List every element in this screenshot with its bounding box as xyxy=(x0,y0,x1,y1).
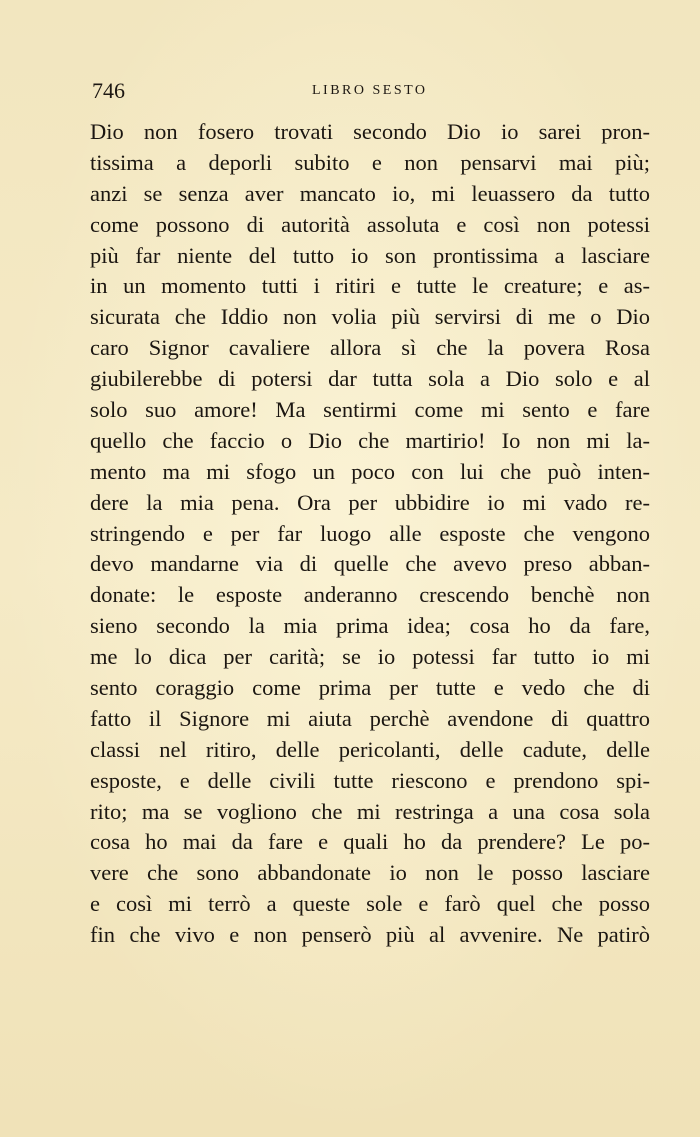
text-line: più far niente del tutto io son prontissima a lasciare xyxy=(90,242,650,268)
text-line: fatto il Signore mi aiuta perchè avendone di quattro xyxy=(90,705,650,731)
text-line: sieno secondo la mia prima idea; cosa ho da fare, xyxy=(90,613,650,639)
text-line: solo suo amore! Ma sentirmi come mi sento e fare xyxy=(90,397,650,423)
text-line: rito; ma se vogliono che mi restringa a una cosa sola xyxy=(90,798,650,824)
text-line: sicurata che Iddio non volia più servirsi di me o Dio xyxy=(90,304,650,330)
text-line: classi nel ritiro, delle pericolanti, delle cadute, delle xyxy=(90,736,650,762)
text-line: in un momento tutti i ritiri e tutte le creature; e as- xyxy=(90,273,650,299)
text-line: me lo dica per carità; se io potessi far tutto io mi xyxy=(90,644,650,670)
text-line: fin che vivo e non penserò più al avvenire. Ne patirò xyxy=(90,922,650,948)
text-line: esposte, e delle civili tutte riescono e prendono spi- xyxy=(90,767,650,793)
text-line: vere che sono abbandonate io non le posso lasciare xyxy=(90,860,650,886)
text-line: caro Signor cavaliere allora sì che la povera Rosa xyxy=(90,335,650,361)
running-head: LIBRO SESTO xyxy=(312,83,428,98)
text-line: mento ma mi sfogo un poco con lui che può inten- xyxy=(90,458,650,484)
text-line: devo mandarne via di quelle che avevo preso abban- xyxy=(90,551,650,577)
text-line: tissima a deporli subito e non pensarvi mai più; xyxy=(90,149,650,175)
page-header xyxy=(0,70,700,110)
text-line: stringendo e per far luogo alle esposte che vengono xyxy=(90,520,650,546)
text-line: come possono di autorità assoluta e così non potessi xyxy=(90,211,650,237)
text-line: giubilerebbe di potersi dar tutta sola a Dio solo e al xyxy=(90,366,650,392)
text-line: cosa ho mai da fare e quali ho da prendere? Le po- xyxy=(90,829,650,855)
page-number: 746 xyxy=(92,78,125,103)
text-line: quello che faccio o Dio che martirio! Io non mi la- xyxy=(90,427,650,453)
text-line: dere la mia pena. Ora per ubbidire io mi vado re- xyxy=(90,489,650,515)
text-line: donate: le esposte anderanno crescendo benchè non xyxy=(90,582,650,608)
text-line: e così mi terrò a queste sole e farò quel che posso xyxy=(90,891,650,917)
body-text xyxy=(90,117,650,951)
text-line: Dio non fosero trovati secondo Dio io sarei pron- xyxy=(90,119,650,144)
text-line: anzi se senza aver mancato io, mi leuassero da tutto xyxy=(90,180,650,206)
text-line: sento coraggio come prima per tutte e vedo che di xyxy=(90,675,650,701)
